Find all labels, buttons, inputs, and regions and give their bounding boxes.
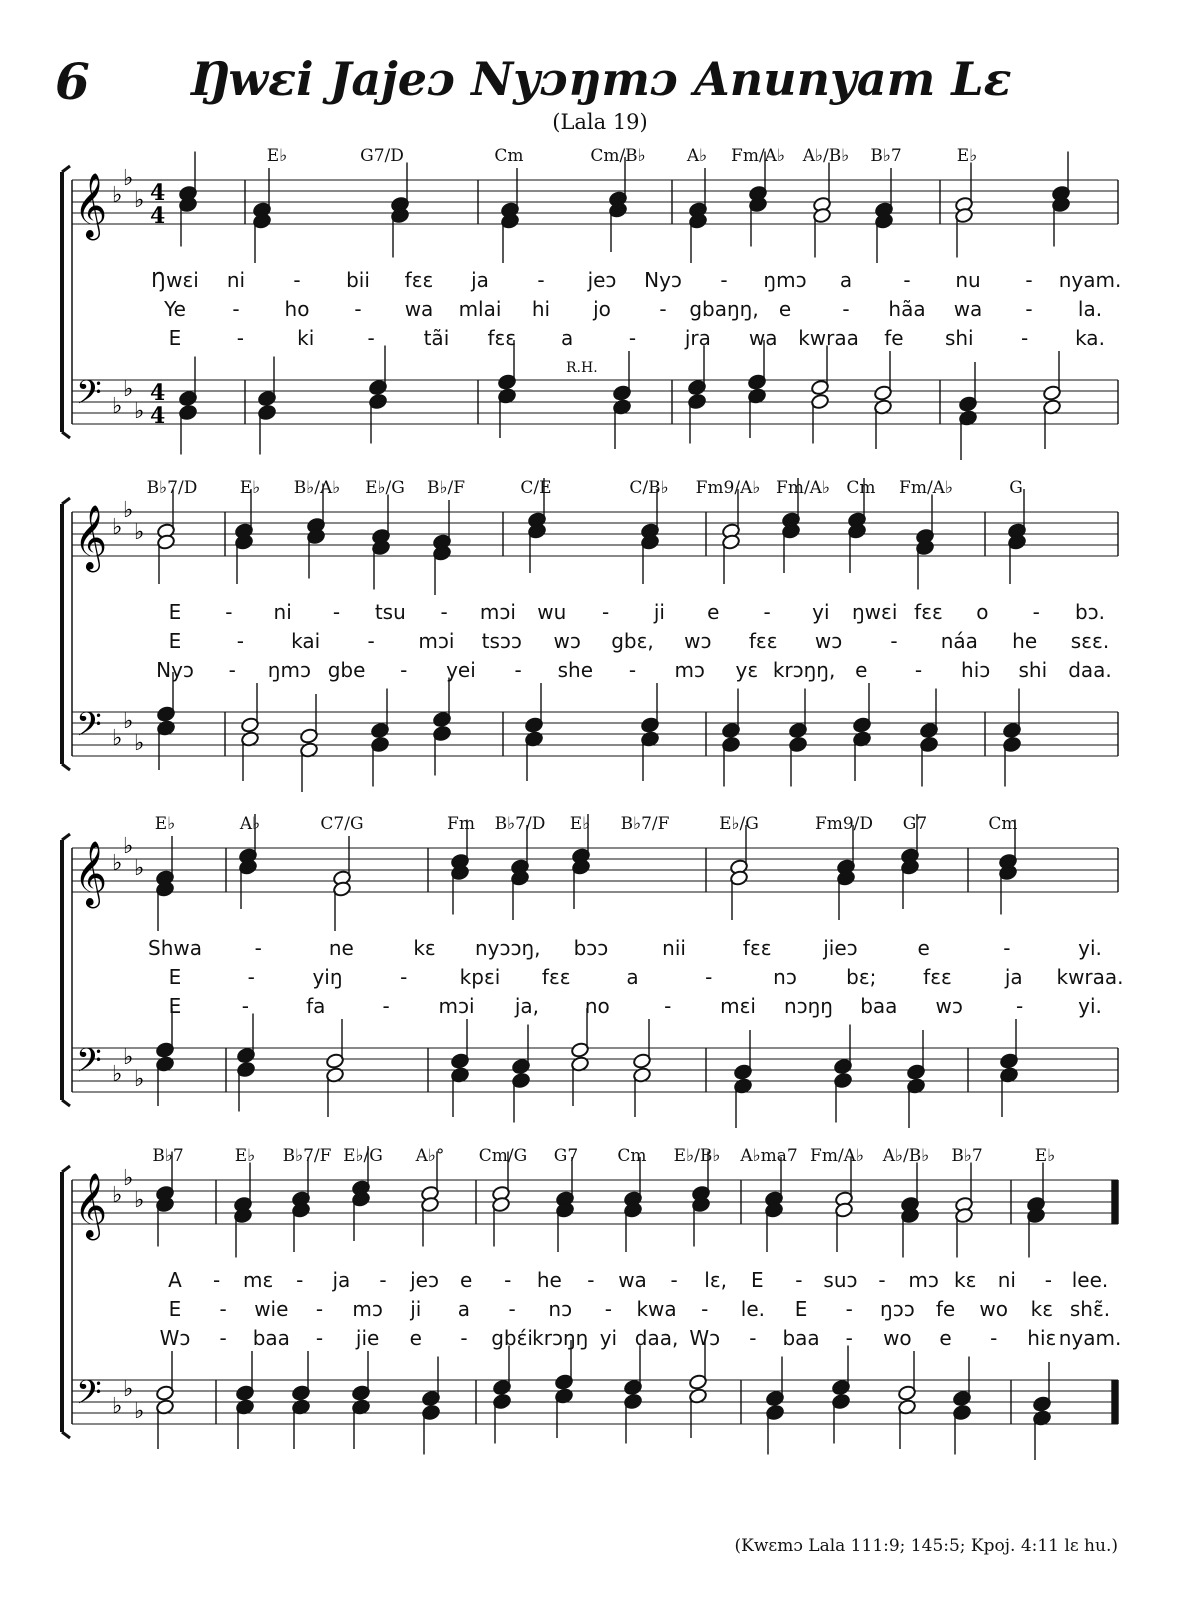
lyric-syllable: mɛ [243, 1268, 274, 1292]
lyric-syllable: - [1025, 297, 1033, 321]
chord-symbol: G7 [553, 1146, 579, 1166]
lyric-syllable: - [332, 600, 341, 624]
lyric-syllable: ni [226, 268, 246, 292]
lyric-syllable: ji [410, 1297, 422, 1321]
lyric-syllable: - [232, 297, 240, 321]
time-signature-bottom: 4 [150, 403, 166, 429]
chord-symbol: C/B♭ [629, 478, 669, 498]
lyric-syllable: - [842, 297, 850, 321]
lyric-syllable: ja [332, 1268, 351, 1292]
lyric-syllable: - [628, 326, 637, 350]
lyric-syllable: krɔŋŋ, [772, 658, 836, 682]
lyric-syllable: E [794, 1297, 808, 1321]
lyric-syllable: fe [884, 326, 904, 350]
chord-symbol: G7/D [360, 146, 404, 166]
lyric-syllable: wɔ [814, 629, 843, 653]
system-bracket [62, 1166, 70, 1172]
lyric-syllable: mɛi [720, 994, 756, 1018]
lyric-syllable: tsɔɔ [481, 629, 522, 653]
lyric-syllable: ŋmɔ [763, 268, 807, 292]
lyric-syllable: yi [599, 1326, 618, 1350]
lyric-syllable: ji [653, 600, 665, 624]
chord-symbol: E♭ [569, 814, 591, 834]
lyric-syllable: - [1003, 936, 1011, 960]
chord-symbol: A♭° [415, 1146, 445, 1166]
lyric-syllable: jeɔ [587, 268, 617, 292]
chord-symbol: Fm9/D [814, 814, 874, 834]
lyric-syllable: shi [1018, 658, 1048, 682]
lyric-syllable: wa [953, 297, 983, 321]
chord-symbol: B♭/A♭ [293, 478, 341, 498]
chord-symbol: G [1009, 478, 1023, 498]
chord-symbol: Fm/A♭ [776, 478, 830, 498]
lyric-syllable: sɛɛ. [1070, 629, 1110, 653]
lyric-syllable: suɔ [823, 1268, 858, 1292]
chord-symbol: B♭7 [152, 1146, 184, 1166]
key-flat-icon: ♭ [112, 726, 123, 751]
lyric-syllable: e [409, 1326, 422, 1350]
lyric-syllable: - [845, 1297, 853, 1321]
lyric-syllable: wɔ [935, 994, 963, 1018]
lyric-syllable: mɔ [908, 1268, 939, 1292]
lyric-syllable: wɔ [553, 629, 581, 653]
lyric-syllable: kpɛi [459, 965, 501, 989]
system-bracket [62, 764, 70, 770]
lyric-syllable: e [778, 297, 792, 321]
key-flat-icon: ♭ [123, 1045, 134, 1070]
lyric-syllable: - [460, 1326, 468, 1350]
lyric-syllable: - [1044, 1268, 1053, 1292]
scripture-reference: (Kwɛmɔ Lala 111:9; 145:5; Kpoj. 4:11 lɛ hu.) [734, 1536, 1118, 1556]
lyric-syllable: - [705, 965, 713, 989]
score-system-4 [0, 1140, 1200, 1470]
lyric-syllable: E [750, 1268, 764, 1292]
lyric-syllable: nɔŋŋ [783, 994, 833, 1018]
key-flat-icon: ♭ [123, 377, 134, 402]
chord-symbol: B♭7/F [620, 814, 670, 834]
key-flat-icon: ♭ [112, 183, 123, 208]
lyric-syllable: Shwa [148, 936, 202, 960]
lyric-syllable: E [168, 600, 182, 624]
treble-clef-icon: 𝄞 [74, 1173, 108, 1238]
chord-symbol: Fm/A♭ [731, 146, 785, 166]
lyric-syllable: - [914, 658, 923, 682]
bass-clef-icon: 𝄢 [76, 706, 102, 752]
lyric-syllable: ja [471, 268, 489, 292]
lyric-syllable: - [701, 1297, 709, 1321]
lyric-syllable: yi. [1078, 994, 1102, 1018]
lyric-syllable: yɛ [735, 658, 759, 682]
chord-symbol: Fm [447, 814, 475, 834]
chord-symbol: A♭ [686, 146, 708, 166]
lyric-syllable: nu [955, 268, 981, 292]
lyric-syllable: - [247, 965, 255, 989]
lyric-syllable: a [626, 965, 639, 989]
chord-symbol: Cm [617, 1146, 647, 1166]
lyric-syllable: - [1016, 994, 1024, 1018]
lyric-syllable: wu [537, 600, 567, 624]
hymn-subtitle: (Lala 19) [552, 110, 648, 134]
lyric-syllable: a [839, 268, 853, 292]
lyric-syllable: - [504, 1268, 512, 1292]
lyric-syllable: - [440, 600, 448, 624]
lyric-syllable: nɔ [773, 965, 797, 989]
key-flat-icon: ♭ [112, 1062, 123, 1087]
lyric-syllable: gbe [327, 658, 366, 682]
lyric-syllable: ja, [514, 994, 540, 1018]
lyric-syllable: - [236, 326, 244, 350]
chord-symbol: Cm/G [478, 1146, 528, 1166]
lyric-syllable: lee. [1071, 1268, 1109, 1292]
lyric-syllable: kwa [636, 1297, 677, 1321]
chord-symbol: B♭7/D [494, 814, 546, 834]
lyric-syllable: kɛ [1030, 1297, 1054, 1321]
lyric-syllable: baa [782, 1326, 820, 1350]
chord-symbol: E♭/B♭ [673, 1146, 721, 1166]
lyric-syllable: e [707, 600, 720, 624]
lyric-syllable: - [990, 1326, 998, 1350]
lyric-syllable: - [225, 600, 233, 624]
lyric-syllable: - [219, 1326, 227, 1350]
lyric-syllable: le. [740, 1297, 765, 1321]
system-bracket [62, 498, 70, 504]
lyric-syllable: bɔ. [1074, 600, 1106, 624]
lyric-syllable: gbɛ, [611, 629, 654, 653]
lyric-syllable: ŋmɔ [267, 658, 311, 682]
lyric-syllable: wa [618, 1268, 647, 1292]
lyric-syllable: - [878, 1268, 886, 1292]
lyric-syllable: he [536, 1268, 562, 1292]
lyric-syllable: ŋɔɔ [880, 1297, 915, 1321]
key-flat-icon: ♭ [123, 166, 134, 191]
hymn-title: Ŋwɛi Jajeɔ Nyɔŋmɔ Anunyam Lɛ [188, 52, 1012, 106]
lyric-syllable: kwraa [798, 326, 859, 350]
lyric-syllable: Wɔ [159, 1326, 191, 1350]
lyric-syllable: - [903, 268, 911, 292]
lyric-syllable: baa [860, 994, 898, 1018]
lyric-syllable: - [601, 600, 610, 624]
lyric-syllable: shi [944, 326, 974, 350]
chord-symbol: Fm/A♭ [810, 1146, 864, 1166]
system-bracket [62, 166, 70, 172]
lyric-syllable: bɔɔ [573, 936, 609, 960]
lyric-syllable: fɛɛ [487, 326, 517, 350]
chord-symbol: E♭/G [365, 478, 405, 498]
key-flat-icon: ♭ [112, 851, 123, 876]
key-flat-icon: ♭ [123, 1377, 134, 1402]
chord-symbol: G7 [902, 814, 928, 834]
lyric-syllable: - [664, 994, 672, 1018]
lyric-syllable: bii [346, 268, 370, 292]
key-flat-icon: ♭ [134, 1399, 145, 1424]
chord-symbol: B♭7/F [282, 1146, 332, 1166]
lyric-syllable: wa [404, 297, 434, 321]
time-signature-bottom: 4 [150, 203, 166, 229]
lyric-syllable: e [917, 936, 930, 960]
lyric-syllable: wie [254, 1297, 289, 1321]
lyric-syllable: kɛ [413, 936, 436, 960]
lyric-syllable: - [254, 936, 262, 960]
lyric-syllable: - [587, 1268, 595, 1292]
lyric-syllable: - [1025, 268, 1033, 292]
chord-symbol: C/E [520, 478, 552, 498]
lyric-syllable: fɛɛ [541, 965, 571, 989]
lyric-syllable: - [367, 629, 375, 653]
lyric-syllable: - [367, 326, 375, 350]
system-bracket [62, 834, 70, 840]
chord-symbol: Cm [988, 814, 1018, 834]
lyric-syllable: daa. [1068, 658, 1112, 682]
lyric-syllable: - [537, 268, 545, 292]
chord-symbol: E♭ [1034, 1146, 1056, 1166]
lyric-syllable: e [855, 658, 868, 682]
key-flat-icon: ♭ [134, 1067, 145, 1092]
key-flat-icon: ♭ [112, 1183, 123, 1208]
treble-clef-icon: 𝄞 [74, 173, 108, 238]
key-flat-icon: ♭ [112, 394, 123, 419]
lyric-syllable: jra [684, 326, 711, 350]
time-signature-top: 4 [150, 380, 166, 406]
lyric-syllable: daa, [634, 1326, 679, 1350]
lyric-syllable: - [514, 658, 522, 682]
lyric-syllable: - [400, 965, 408, 989]
lyric-syllable: - [400, 658, 408, 682]
lyric-syllable: she [557, 658, 594, 682]
chord-symbol: E♭ [956, 146, 978, 166]
lyric-syllable: - [293, 268, 301, 292]
lyric-syllable: - [1032, 600, 1040, 624]
lyric-syllable: wa [748, 326, 778, 350]
chord-symbol: A♭/B♭ [802, 146, 850, 166]
key-flat-icon: ♭ [123, 498, 134, 523]
lyric-syllable: ja [1004, 965, 1023, 989]
lyric-syllable: - [749, 1326, 757, 1350]
lyric-syllable: hiɛ [1027, 1326, 1057, 1350]
lyric-syllable: Nyɔ [644, 268, 682, 292]
lyric-syllable: no [584, 994, 610, 1018]
system-bracket [62, 1432, 70, 1438]
score-system-1 [0, 140, 1200, 470]
lyric-syllable: E [168, 326, 182, 350]
key-flat-icon: ♭ [123, 1166, 134, 1191]
chord-symbol: Cm/B♭ [590, 146, 646, 166]
lyric-syllable: fɛɛ [914, 600, 943, 624]
lyric-syllable: E [168, 629, 182, 653]
lyric-syllable: jeɔ [410, 1268, 439, 1292]
key-flat-icon: ♭ [134, 188, 145, 213]
lyric-syllable: - [508, 1297, 516, 1321]
lyric-syllable: - [845, 1326, 853, 1350]
lyric-syllable: jo [593, 297, 611, 321]
key-flat-icon: ♭ [134, 1188, 145, 1213]
lyric-syllable: - [604, 1297, 613, 1321]
system-bracket [62, 1100, 70, 1106]
lyric-syllable: - [628, 658, 637, 682]
lyric-syllable: la. [1077, 297, 1103, 321]
chord-symbol: E♭ [234, 1146, 256, 1166]
score-system-3 [0, 808, 1200, 1138]
lyric-syllable: mɔi [479, 600, 516, 624]
chord-symbol: Fm9/A♭ [695, 478, 761, 498]
chord-symbol: B♭7 [870, 146, 902, 166]
lyric-syllable: ni [997, 1268, 1016, 1292]
chord-symbol: Cm [494, 146, 524, 166]
lyric-syllable: - [659, 297, 667, 321]
lyric-syllable: fɛɛ [923, 965, 952, 989]
lyric-syllable: mɔi [438, 994, 475, 1018]
lyric-syllable: Nyɔ [156, 658, 194, 682]
chord-symbol: E♭ [239, 478, 261, 498]
lyric-syllable: bɛ; [846, 965, 877, 989]
lyric-syllable: nyam. [1058, 1326, 1122, 1350]
lyric-syllable: - [236, 629, 244, 653]
chord-symbol: E♭/G [343, 1146, 383, 1166]
lyric-syllable: Ye [164, 297, 186, 321]
chord-symbol: C7/G [320, 814, 364, 834]
lyric-syllable: - [720, 268, 728, 292]
lyric-syllable: A [168, 1268, 182, 1292]
lyric-syllable: kai [291, 629, 321, 653]
lyric-syllable: he [1012, 629, 1038, 653]
lyric-syllable: fa [306, 994, 326, 1018]
lyric-syllable: ki [297, 326, 315, 350]
lyric-syllable: lɛ, [704, 1268, 728, 1292]
lyric-syllable: ni [273, 600, 292, 624]
lyric-syllable: o [976, 600, 989, 624]
lyric-syllable: Ŋwɛi [151, 268, 199, 292]
bass-clef-icon: 𝄢 [76, 1374, 102, 1420]
lyric-syllable: E [168, 1297, 182, 1321]
lyric-syllable: mlai [458, 297, 502, 321]
lyric-syllable: Wɔ [689, 1326, 721, 1350]
lyric-syllable: jieɔ [823, 936, 858, 960]
lyric-syllable: e [939, 1326, 952, 1350]
lyric-syllable: yiŋ [312, 965, 343, 989]
lyric-syllable: mɔ [352, 1297, 383, 1321]
lyric-syllable: a [457, 1297, 471, 1321]
treble-clef-icon: 𝄞 [74, 841, 108, 906]
lyric-syllable: - [670, 1268, 678, 1292]
lyric-syllable: mɔi [418, 629, 455, 653]
lyric-syllable: fɛɛ [404, 268, 434, 292]
lyric-syllable: - [379, 1268, 387, 1292]
lyric-syllable: - [315, 1297, 324, 1321]
lyric-syllable: hi [531, 297, 551, 321]
key-flat-icon: ♭ [134, 399, 145, 424]
lyric-syllable: gbaŋŋ, [689, 297, 759, 321]
chord-symbol: E♭ [266, 146, 288, 166]
lyric-syllable: a [561, 326, 574, 350]
key-flat-icon: ♭ [112, 1394, 123, 1419]
lyric-syllable: wo [883, 1326, 912, 1350]
lyric-syllable: E [168, 965, 182, 989]
lyric-syllable: nɔ [548, 1297, 573, 1321]
lyric-syllable: mɔ [674, 658, 705, 682]
chord-symbol: B♭7 [951, 1146, 983, 1166]
system-bracket [62, 432, 70, 438]
key-flat-icon: ♭ [123, 709, 134, 734]
lyric-syllable: nii [662, 936, 686, 960]
lyric-syllable: - [890, 629, 898, 653]
chord-symbol: E♭/G [719, 814, 759, 834]
lyric-syllable: wɔ [684, 629, 712, 653]
lyric-syllable: yi [812, 600, 830, 624]
score-system-2 [0, 472, 1200, 802]
key-flat-icon: ♭ [134, 520, 145, 545]
lyric-syllable: e [459, 1268, 473, 1292]
lyric-syllable: hãa [888, 297, 926, 321]
chord-symbol: Cm [846, 478, 876, 498]
lyric-syllable: - [241, 994, 249, 1018]
chord-symbol: A♭ [239, 814, 261, 834]
lyric-syllable: fe [935, 1297, 956, 1321]
hymn-number: 6 [55, 52, 90, 111]
lyric-syllable: tãi [423, 326, 450, 350]
time-signature-top: 4 [150, 180, 166, 206]
lyric-syllable: - [228, 658, 236, 682]
treble-clef-icon: 𝄞 [74, 505, 108, 570]
lyric-syllable: - [212, 1268, 221, 1292]
chord-symbol: E♭ [154, 814, 176, 834]
lyric-syllable: fɛɛ [748, 629, 778, 653]
lyric-syllable: nyam. [1058, 268, 1122, 292]
lyric-syllable: nyɔɔŋ, [474, 936, 541, 960]
chord-symbol: A♭ma7 [740, 1146, 798, 1166]
key-flat-icon: ♭ [134, 731, 145, 756]
chord-symbol: Fm/A♭ [899, 478, 953, 498]
bass-clef-icon: 𝄢 [76, 1042, 102, 1088]
lyric-syllable: - [763, 600, 771, 624]
lyric-syllable: ne [328, 936, 354, 960]
lyric-syllable: E [168, 994, 182, 1018]
lyric-syllable: krɔŋŋ [532, 1326, 589, 1350]
lyric-syllable: ŋwɛi [852, 600, 898, 624]
chord-symbol: A♭/B♭ [882, 1146, 930, 1166]
lyric-syllable: hiɔ [961, 658, 991, 682]
lyric-syllable: náa [940, 629, 978, 653]
lyric-syllable: tsu [374, 600, 406, 624]
right-hand-marking: R.H. [566, 360, 598, 376]
chord-symbol: B♭7/D [146, 478, 198, 498]
chord-symbol: B♭/F [426, 478, 466, 498]
lyric-syllable: - [795, 1268, 803, 1292]
lyric-syllable: - [296, 1268, 304, 1292]
lyric-syllable: gbɛ́i [491, 1326, 533, 1350]
lyric-syllable: yei [446, 658, 476, 682]
lyric-syllable: ho [284, 297, 310, 321]
lyric-syllable: yi. [1078, 936, 1102, 960]
lyric-syllable: kɛ [954, 1268, 977, 1292]
lyric-syllable: - [219, 1297, 227, 1321]
lyric-syllable: fɛɛ [742, 936, 772, 960]
key-flat-icon: ♭ [112, 515, 123, 540]
lyric-syllable: baa [252, 1326, 290, 1350]
lyric-syllable: ka. [1075, 326, 1105, 350]
lyric-syllable: - [354, 297, 362, 321]
key-flat-icon: ♭ [123, 834, 134, 859]
key-flat-icon: ♭ [134, 856, 145, 881]
lyric-syllable: shɛ̃. [1069, 1297, 1111, 1321]
lyric-syllable: - [1021, 326, 1029, 350]
bass-clef-icon: 𝄢 [76, 374, 102, 420]
lyric-syllable: wo [979, 1297, 1008, 1321]
lyric-syllable: kwraa. [1056, 965, 1124, 989]
lyric-syllable: jie [355, 1326, 380, 1350]
lyric-syllable: - [315, 1326, 324, 1350]
lyric-syllable: - [382, 994, 390, 1018]
